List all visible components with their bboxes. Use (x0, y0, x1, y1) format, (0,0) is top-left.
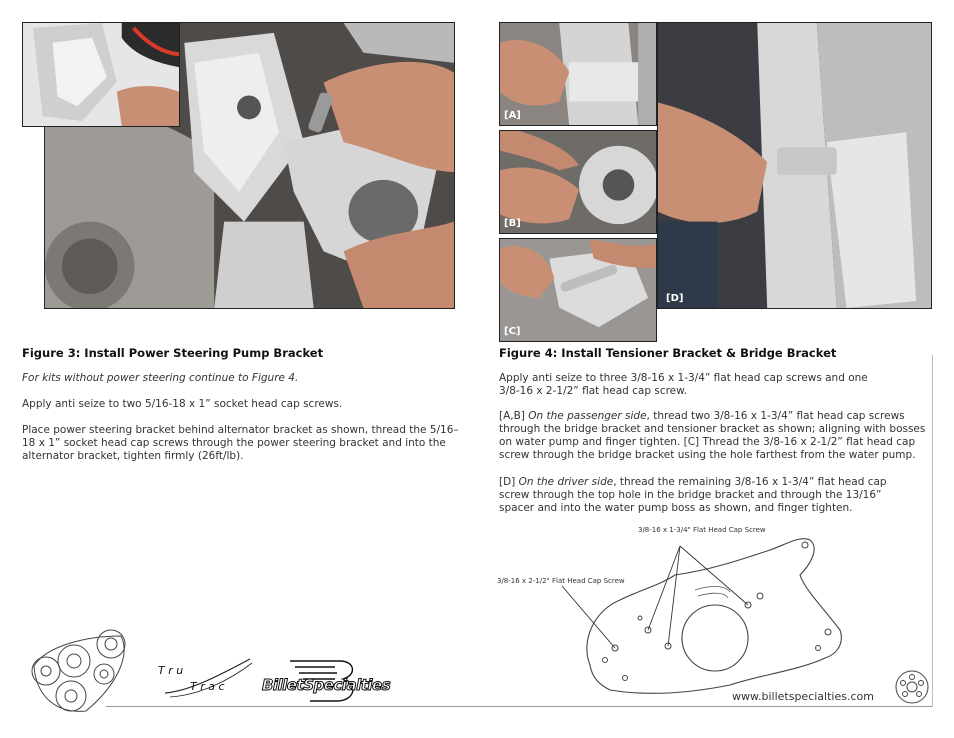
photo-d (657, 22, 932, 309)
photo-d-label: [D] (666, 293, 684, 304)
figure3-note: For kits without power steering continue to Figure 4. (22, 372, 299, 384)
footer-pulley-icon (893, 668, 931, 706)
photo-a (499, 22, 657, 126)
bracket-center-hole (682, 605, 748, 671)
pulley-logo (26, 626, 136, 716)
figure4-p3-rest: , thread the remaining 3/8-16 x 1-3/4” flat head cap screw through the top hole in the bridge bracket and through the 13/16” spacer and into the water pump boss as shown, and finger tighten. (499, 476, 887, 514)
figure4-title: Figure 4: Install Tensioner Bracket & Bridge Bracket (499, 346, 837, 360)
figure3-paragraph-1: Apply anti seize to two 5/16-18 x 1” socket head cap screws. (22, 398, 343, 410)
figure4-p3-emphasis: On the driver side (518, 476, 614, 488)
figure4-paragraph-1: Apply anti seize to three 3/8-16 x 1-3/4” flat head cap screws and one 3/8-16 x 2-1/2” flat head cap screw. (499, 372, 868, 397)
trutrac-logo-bottom: T r a c (190, 680, 225, 693)
page-divider-horizontal (106, 706, 932, 707)
trutrac-swoosh (160, 655, 255, 700)
figure4-paragraph-3 (499, 476, 919, 515)
photo-d-art (658, 23, 931, 308)
website-url[interactable]: www.billetspecialties.com (732, 690, 874, 703)
photo-a-label: [A] (504, 110, 521, 121)
figure4-paragraph-2 (499, 410, 927, 462)
figure4-p2-rest: , thread two 3/8-16 x 1-3/4” flat head cap screws through the bridge bracket and tensioner bracket as shown; aligning with bosses on water pump and finger tighten. [C] Thread the 3/8-16 x 2-1/2” flat head cap screw through the bridge bracket using the hole farthest from the water pump. (499, 410, 926, 461)
billet-specialties-logo: BilletSpecialties (262, 676, 391, 694)
figure3-inset-art (23, 23, 179, 126)
bracket-outline (587, 539, 841, 694)
figure3-inset-photo (22, 22, 180, 127)
photo-c (499, 238, 657, 342)
photo-c-art (500, 239, 656, 341)
photo-b-art (500, 131, 656, 233)
callout-long-screw: 3/8-16 x 1-3/4" Flat Head Cap Screw (638, 526, 766, 534)
page-divider-vertical (932, 355, 933, 707)
photo-a-art (500, 23, 656, 125)
figure4-p3-prefix: [D] (499, 476, 519, 488)
callout-short-screw: 3/8-16 x 2-1/2" Flat Head Cap Screw (497, 577, 625, 585)
trutrac-logo-top: T r u (158, 664, 184, 677)
bridge-bracket-diagram (560, 530, 850, 706)
photo-b (499, 130, 657, 234)
figure3-title: Figure 3: Install Power Steering Pump Bracket (22, 346, 324, 360)
photo-c-label: [C] (504, 326, 521, 337)
figure4-p2-emphasis: On the passenger side (528, 410, 647, 422)
figure4-p2-prefix: [A,B] (499, 410, 529, 422)
photo-b-label: [B] (504, 218, 521, 229)
figure3-paragraph-2: Place power steering bracket behind alternator bracket as shown, thread the 5/16–18 x 1” socket head cap screws through the power steering bracket and into the alternator bracket, tighten firmly (26ft/lb). (22, 424, 459, 462)
